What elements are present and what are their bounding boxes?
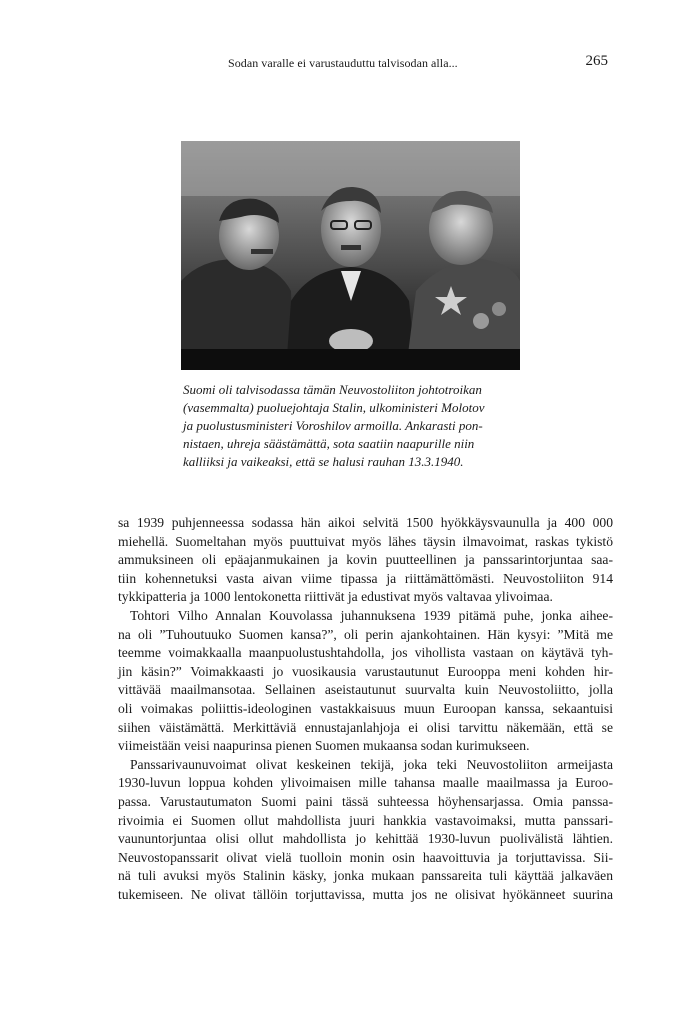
text-line: viimeistään veisi naapurinsa pienen Suomen mukaansa sodan kurimukseen.: [118, 738, 530, 754]
text-line: 1930-luvun loppua kohden ylivoimaisen mille tahansa maalle maailmassa ja Euroo-: [118, 775, 613, 791]
text-line: ammuksineen oli epäajanmukainen ja kovin puutteellinen ja panssarintorjuntaa saa-: [118, 552, 613, 568]
caption-line: (vasemmalta) puoluejohtaja Stalin, ulkoministeri Molotov: [183, 400, 485, 415]
text-line: Neuvostopanssarit olivat vielä tuolloin monin osin haavoittuvia ja torjuttavissa. Sii-: [118, 849, 613, 865]
caption-line: ja puolustusministeri Voroshilov armoilla. Ankarasti pon-: [183, 418, 483, 433]
caption-line: nistaen, uhreja säästämättä, sota saatiin naapurille niin: [183, 436, 475, 451]
text-line: miehellä. Suomeltahan myös puuttuivat myös lähes täysin ilmavoimat, raskas tykistö: [118, 533, 613, 549]
text-line: siihen väistämättä. Merkittäviä ennustajanlahjoja ei olisi tarvittu näkemään, että se: [118, 719, 613, 735]
text-line: tukemiseen. Ne olivat tällöin torjuttavissa, mutta jos ne olisivat hyökänneet suurina: [118, 886, 613, 902]
photo-caption: [183, 381, 520, 471]
text-line: passa. Varustautumaton Suomi paini tässä suhteessa höyhensarjassa. Omia panssa-: [118, 793, 613, 809]
text-line: oli voimakas poliittis-ideologinen vastakkaisuus muun Euroopan kanssa, sekaantuisi: [118, 700, 613, 716]
text-line: tykkipatteria ja 1000 lentokonetta riittivät ja edustivat myös valtavaa ylivoimaa.: [118, 589, 553, 605]
text-line: na oli ”Tuhoutuuko Suomen kansa?”, oli perin ajankohtainen. Hän kysyi: ”Mitä me: [118, 626, 613, 642]
body-text: [118, 514, 613, 904]
text-line: teemme voimakkaalla maanpuolustushtahdolla, jos vihollista vastaan on käytävä tyh-: [118, 645, 613, 661]
text-line: Tohtori Vilho Annalan Kouvolassa juhannuksena 1939 pitämä puhe, jonka aihee-: [130, 607, 613, 623]
historical-photograph: [181, 141, 520, 370]
text-line: vittävää maailmansotaa. Sellainen aseistautunut suurvalta kuin Neuvostoliitto, jolla: [118, 682, 613, 698]
text-line: jin käsin?” Voimakkaasti jo vuosikausia varustautunut Eurooppa meni kohden hir-: [118, 663, 613, 679]
caption-line: Suomi oli talvisodassa tämän Neuvostoliiton johtotroikan: [183, 382, 482, 397]
text-line: nä tuli avuksi myös Stalinin käsky, jonka mukaan panssareita tuli käyttää jalkaväen: [118, 868, 613, 884]
caption-line: kalliiksi ja vaikeaksi, että se halusi rauhan 13.3.1940.: [183, 454, 464, 469]
text-line: vaununtorjuntaa olisi ollut mahdollista jo kehittää 1930-luvun puolivälistä lähtien.: [118, 831, 613, 847]
page-number: 265: [585, 53, 608, 69]
text-line: sa 1939 puhjenneessa sodassa hän aikoi selvitä 1500 hyökkäysvaunulla ja 400 000: [118, 515, 613, 530]
text-line: rivoimia ei Suomen ollut mahdollista juuri hankkia vastavoimaksi, mutta panssari-: [118, 812, 613, 828]
text-line: tiin kohennetuksi vasta aivan viime tipassa ja riittämättömästi. Neuvostoliiton 914: [118, 570, 613, 586]
running-header-title: Sodan varalle ei varustauduttu talvisodan alla...: [228, 56, 458, 70]
text-line: Panssarivaunuvoimat olivat keskeinen tekijä, joka teki Neuvostoliiton armeijasta: [130, 756, 613, 772]
